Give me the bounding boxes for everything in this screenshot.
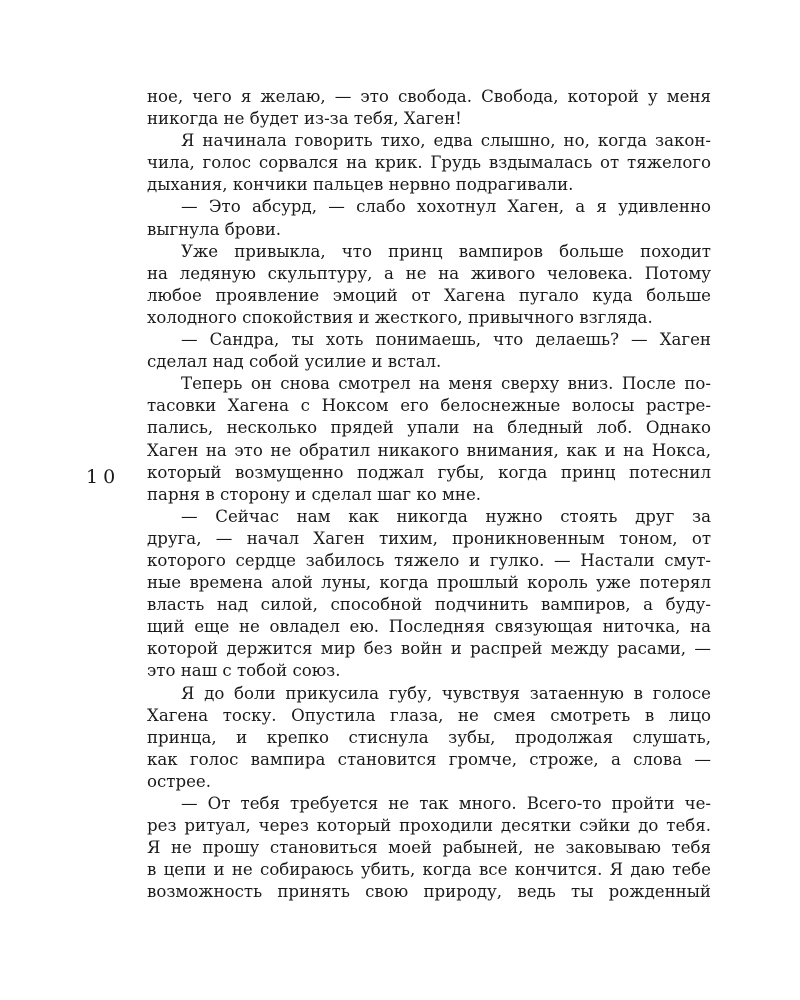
text-line: выгнула брови.	[147, 219, 282, 239]
text-line: Я не прошу становиться моей рабыней, не заковываю тебя	[147, 838, 711, 858]
text-line: холодного спокойствия и жесткого, привычного взгляда.	[147, 307, 653, 327]
text-line: ные времена алой луны, когда прошлый король уже потерял	[147, 573, 711, 593]
body-text	[147, 86, 711, 903]
text-line: который возмущенно поджал губы, когда принц потеснил	[147, 462, 711, 482]
text-line: любое проявление эмоций от Хагена пугало куда больше	[147, 285, 711, 305]
text-line: Хаген на это не обратил никакого внимания, как и на Нокса,	[147, 440, 711, 460]
text-line: как голос вампира становится громче, строже, а слова —	[147, 749, 711, 769]
text-line: острее.	[147, 771, 212, 791]
text-line: никогда не будет из-за тебя, Хаген!	[147, 109, 462, 129]
text-line: Уже привыкла, что принц вампиров больше походит	[181, 241, 711, 261]
paragraph	[147, 373, 711, 506]
paragraph	[147, 793, 711, 903]
text-line: тасовки Хагена с Ноксом его белоснежные волосы растре-	[147, 396, 711, 416]
text-line: на ледяную скульптуру, а не на живого человека. Потому	[147, 263, 711, 283]
text-line: которого сердце забилось тяжело и гулко. — Настали смут-	[147, 550, 711, 570]
paragraph	[147, 86, 711, 130]
paragraph	[147, 329, 711, 373]
text-line: Хагена тоску. Опустила глаза, не смея смотреть в лицо	[147, 705, 711, 725]
paragraph	[147, 683, 711, 793]
text-line: которой держится мир без войн и распрей между расами, —	[147, 639, 711, 659]
text-line: Теперь он снова смотрел на меня сверху вниз. После по-	[181, 374, 711, 394]
text-line: дыхания, кончики пальцев нервно подрагивали.	[147, 175, 574, 195]
text-line: — Это абсурд, — слабо хохотнул Хаген, а я удивленно	[181, 197, 711, 217]
paragraph	[147, 196, 711, 240]
paragraph	[147, 241, 711, 329]
text-line: власть над силой, способной подчинить вампиров, а буду-	[147, 595, 711, 615]
text-line: друга, — начал Хаген тихим, проникновенным тоном, от	[147, 528, 711, 548]
text-line: — Сандра, ты хоть понимаешь, что делаешь? — Хаген	[181, 330, 711, 350]
text-line: Я до боли прикусила губу, чувствуя затаенную в голосе	[181, 683, 711, 703]
text-line: пались, несколько прядей упали на бледный лоб. Однако	[147, 418, 711, 438]
text-line: сделал над собой усилие и встал.	[147, 352, 442, 372]
text-line: в цепи и не собираюсь убить, когда все кончится. Я даю тебе	[147, 860, 711, 880]
text-line: возможность принять свою природу, ведь ты рожденный	[147, 882, 711, 902]
text-line: — Сейчас нам как никогда нужно стоять друг за	[181, 506, 711, 526]
page-number: 10	[86, 466, 121, 488]
text-line: это наш с тобой союз.	[147, 661, 341, 681]
text-line: рез ритуал, через который проходили десятки сэйки до тебя.	[147, 816, 711, 836]
text-line: парня в сторону и сделал шаг ко мне.	[147, 484, 482, 504]
text-line: ное, чего я желаю, — это свобода. Свобода, которой у меня	[147, 87, 711, 106]
text-line: Я начинала говорить тихо, едва слышно, но, когда закон-	[181, 131, 711, 151]
paragraph	[147, 130, 711, 196]
text-line: чила, голос сорвался на крик. Грудь вздымалась от тяжелого	[147, 153, 711, 173]
text-line: щий еще не овладел ею. Последняя связующая ниточка, на	[147, 617, 711, 637]
text-line: — От тебя требуется не так много. Всего-то пройти че-	[181, 794, 711, 813]
paragraph	[147, 506, 711, 683]
text-line: принца, и крепко стиснула зубы, продолжая слушать,	[147, 727, 711, 747]
